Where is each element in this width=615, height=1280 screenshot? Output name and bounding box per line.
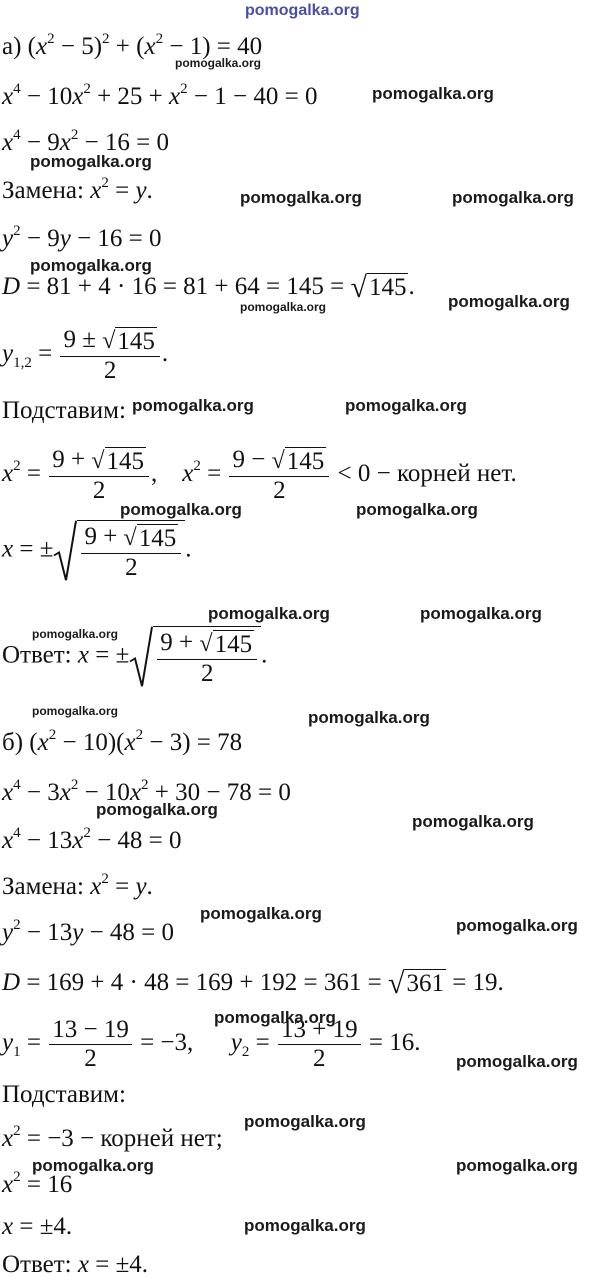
part-b-equation-3: $x^4 - 13x^2 - 48 = 0$: [2, 825, 182, 854]
part-a-podstavim: [2, 396, 126, 426]
part-a-roots: $y_{1,2}$ = $\frac{9 \pm √145}{2}$ .: [2, 326, 169, 384]
watermark: pomogalka.org: [200, 904, 322, 923]
watermark-top: pomogalka.org: [245, 2, 360, 19]
part-b-podstavim-label: Подставим:: [2, 1081, 126, 1108]
part-a-zamena-label: Замена:: [2, 177, 84, 204]
part-a-equation-2: $x^4 - 10x^2 + 25 + x^2 - 1 - 40 = 0$: [2, 81, 318, 110]
part-a-otvet-label: Ответ:: [2, 641, 72, 669]
part-b-otvet-label: Ответ:: [2, 1251, 72, 1278]
watermark: pomogalka.org: [32, 704, 119, 718]
watermark: pomogalka.org: [120, 500, 242, 519]
part-b-answer: Ответ: x = ±4.: [2, 1251, 149, 1278]
part-b-substitution: Замена: $x^2 = y$.: [2, 871, 153, 900]
watermark: pomogalka.org: [32, 1156, 154, 1175]
watermark: pomogalka.org: [214, 1008, 336, 1027]
part-a-discriminant: D = 81 + 4 · 16 = 81 + 64 = 145 = √145.: [2, 271, 415, 305]
watermark: pomogalka.org: [456, 1156, 578, 1175]
part-a-answer: Ответ: x = ± $\frac{9 + √145}{2}$ .: [2, 626, 267, 688]
watermark: pomogalka.org: [308, 708, 430, 727]
watermark: pomogalka.org: [96, 800, 218, 819]
part-a-no-roots: < 0 − корней нет.: [337, 460, 517, 488]
part-b-case-1: $x^2 = -3$ − корней нет;: [2, 1123, 223, 1152]
part-a-substitution-cases: $x^2$ = $\frac{9 + √145}{2}$ , $x^2$ = $\frac{9 - √145}{2}$ < 0 − корней нет.: [2, 446, 517, 504]
part-b-equation-1: б) $(x^2 - 10)(x^2 - 3) = 78$: [2, 727, 243, 756]
watermark: pomogalka.org: [420, 604, 542, 623]
watermark: pomogalka.org: [456, 916, 578, 935]
part-a-equation-4: $y^2 - 9y - 16 = 0$: [2, 223, 162, 252]
watermark: pomogalka.org: [175, 56, 262, 70]
part-b-zamena-label: Замена:: [2, 873, 84, 900]
watermark: pomogalka.org: [372, 84, 494, 103]
watermark: pomogalka.org: [32, 627, 119, 641]
watermark: pomogalka.org: [208, 604, 330, 623]
part-a-equation-1: а) $(x^2 - 5)^2 + (x^2 - 1) = 40$: [2, 31, 263, 60]
watermark: pomogalka.org: [244, 1112, 366, 1131]
part-b-discriminant: D = 169 + 4 · 48 = 169 + 192 = 361 = √361 = 19.: [2, 967, 504, 1001]
watermark: pomogalka.org: [356, 500, 478, 519]
part-b-podstavim: [2, 1080, 126, 1110]
watermark: pomogalka.org: [30, 152, 152, 171]
watermark: pomogalka.org: [456, 1052, 578, 1071]
part-a-label: а): [2, 33, 22, 60]
watermark: pomogalka.org: [448, 292, 570, 311]
part-a-equation-3: $x^4 - 9x^2 - 16 = 0$: [2, 127, 170, 156]
watermark: pomogalka.org: [132, 396, 254, 415]
part-b-case-2: $x^2 = 16$: [2, 1169, 73, 1198]
part-b-label: б): [2, 729, 24, 756]
watermark: pomogalka.org: [452, 188, 574, 207]
part-b-equation-2: $x^4 - 3x^2 - 10x^2 + 30 - 78 = 0$: [2, 777, 291, 806]
part-b-roots: $y_1$ = $\frac{13 - 19}{2}$ = −3, $y_2$ = $\frac{13 + 19}{2}$ = 16.: [2, 1016, 421, 1072]
watermark: pomogalka.org: [244, 1216, 366, 1235]
part-a-x-solution: x = ± $\frac{9 + √145}{2}$ .: [2, 520, 191, 582]
part-a-substitution: Замена: $x^2 = y$.: [2, 175, 153, 204]
watermark: pomogalka.org: [345, 396, 467, 415]
watermark: pomogalka.org: [412, 812, 534, 831]
part-a-podstavim-label: Подставим:: [2, 397, 126, 424]
part-b-case-3: x = ±4.: [2, 1213, 73, 1240]
part-b-equation-4: $y^2 - 13y - 48 = 0$: [2, 917, 175, 946]
watermark: pomogalka.org: [30, 256, 152, 275]
watermark: pomogalka.org: [240, 188, 362, 207]
watermark: pomogalka.org: [240, 300, 327, 314]
